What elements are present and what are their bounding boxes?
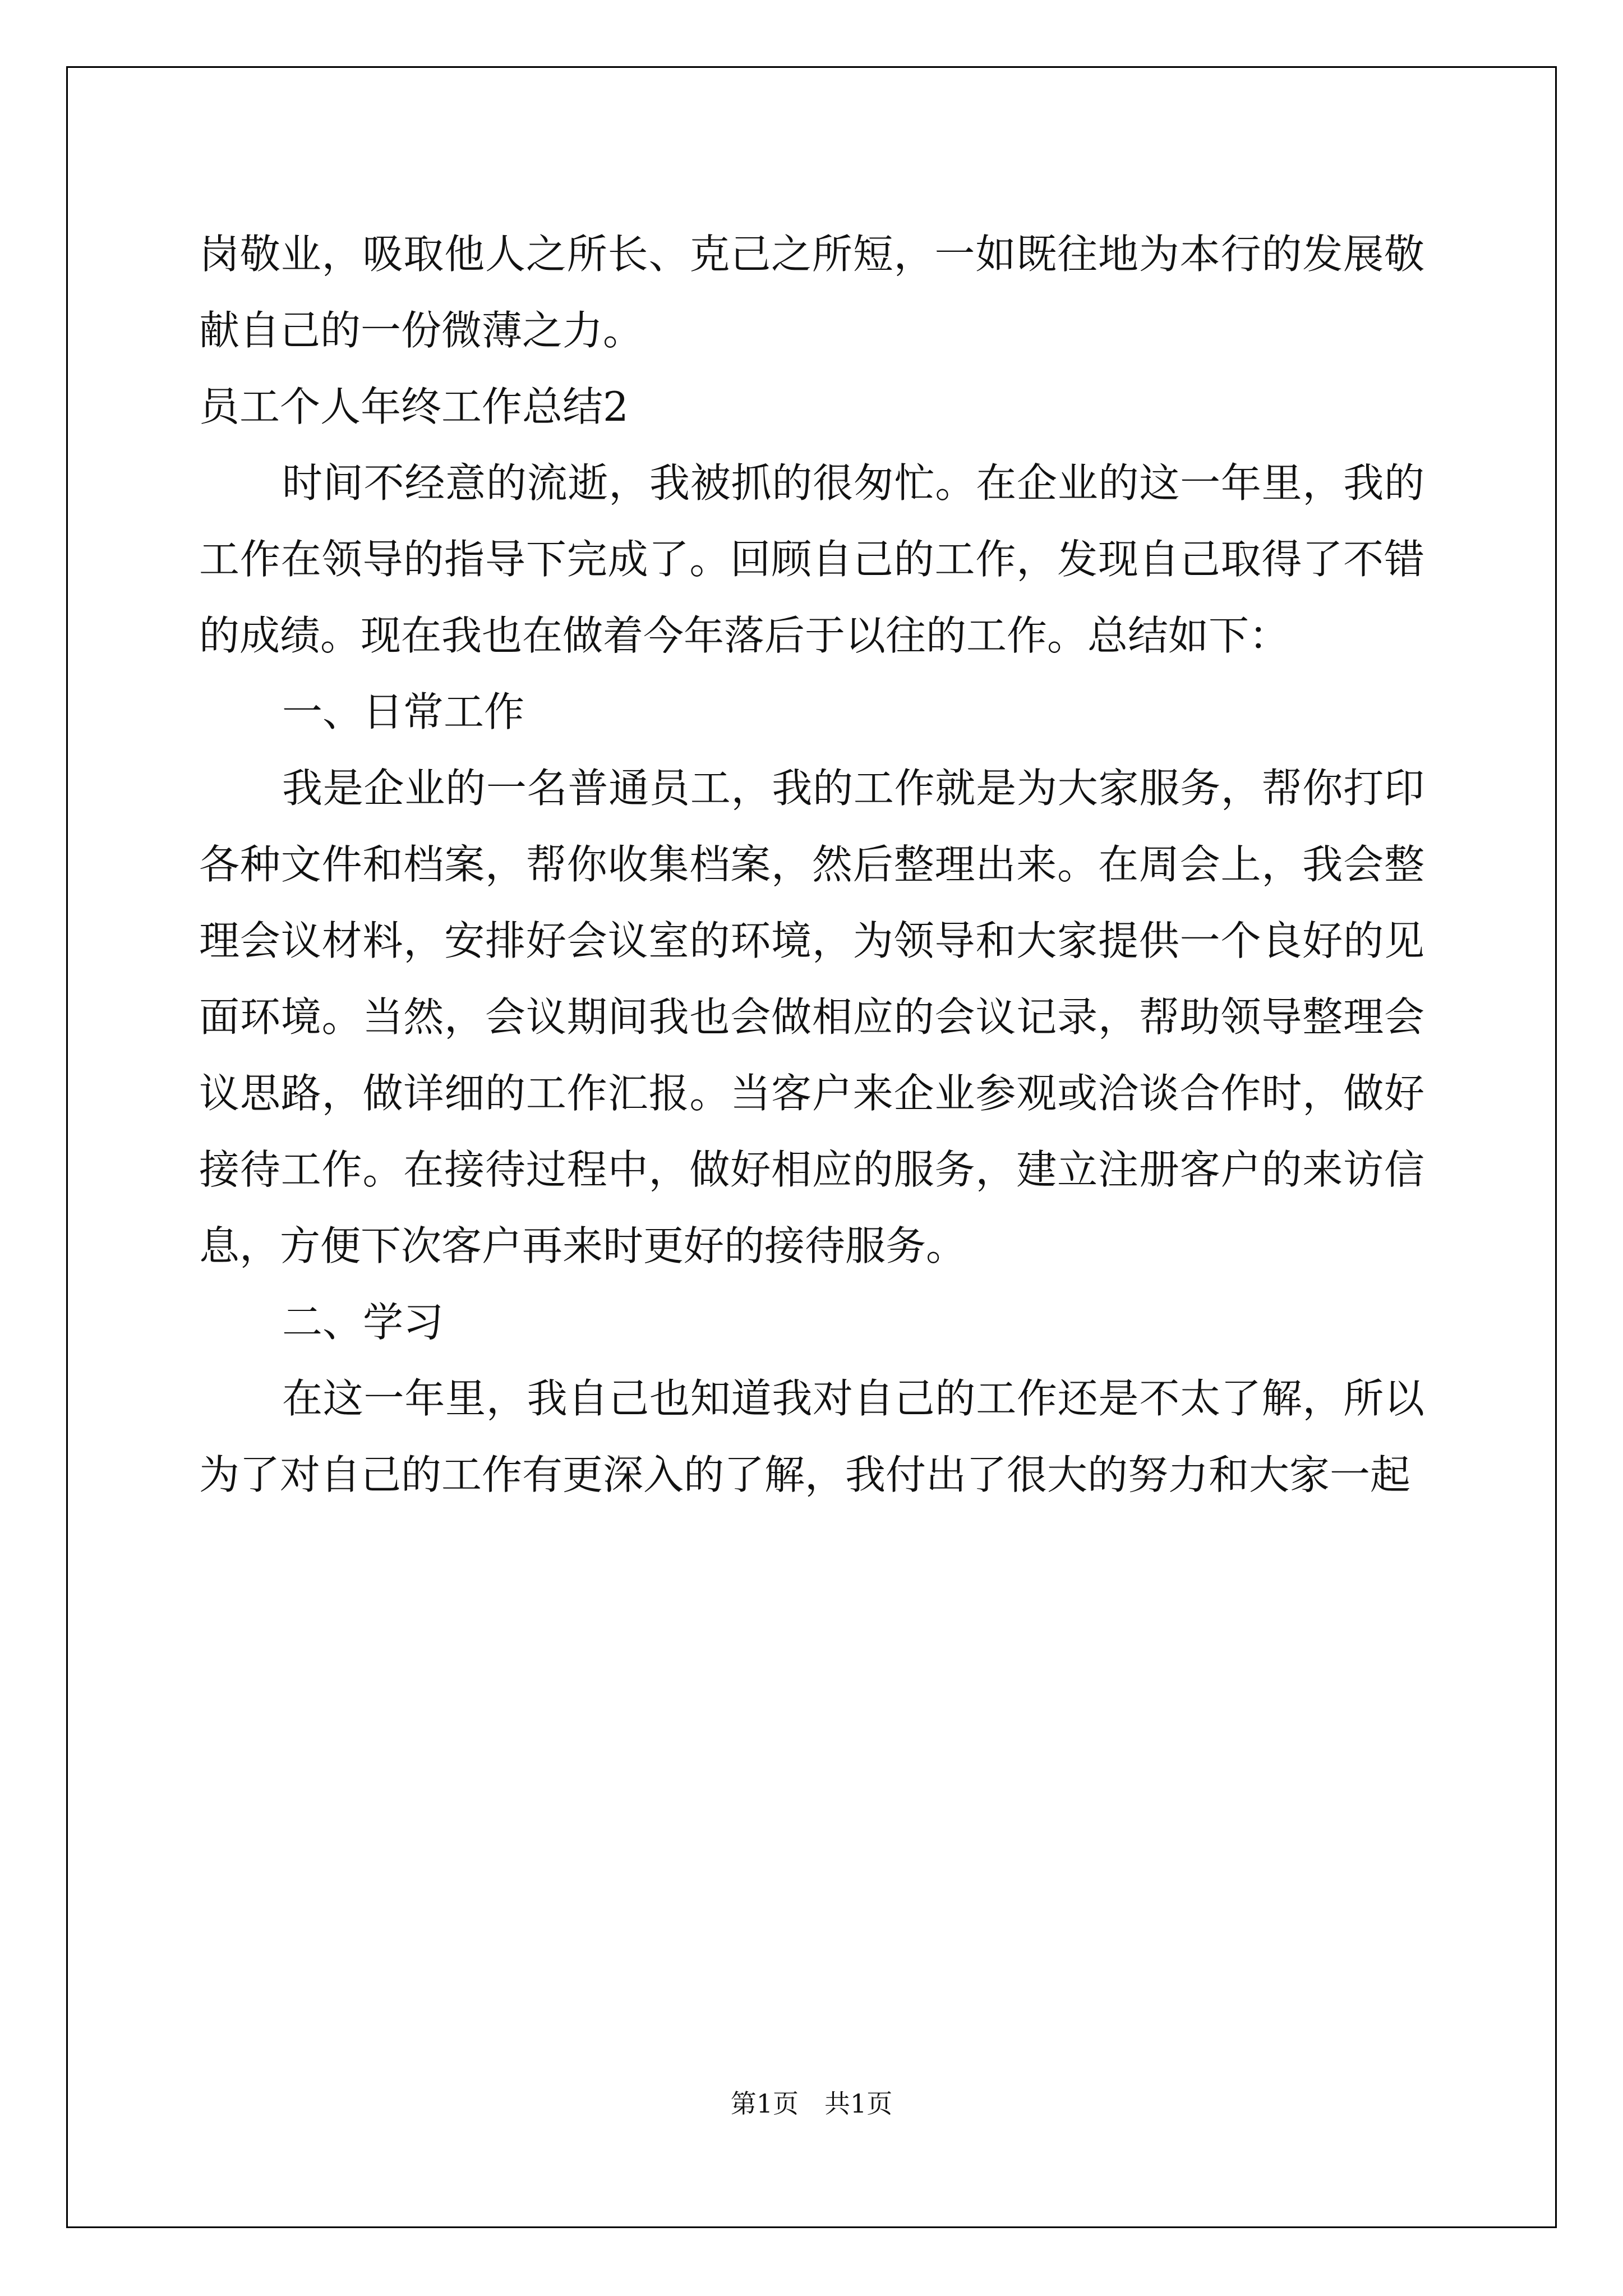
document-body xyxy=(199,216,1424,1513)
page-number-footer: 第1页 共1页 xyxy=(730,2088,893,2119)
paragraph-continuation: 岗敬业，吸取他人之所长、克己之所短，一如既往地为本行的发展敬献自己的一份微薄之力。 xyxy=(199,231,1424,354)
paragraph-daily-work: 我是企业的一名普通员工，我的工作就是为大家服务，帮你打印各种文件和档案，帮你收集档案，然后整理出来。在周会上，我会整理会议材料，安排好会议室的环境，为领导和大家提供一个良好的见面环境。当然，会议期间我也会做相应的会议记录，帮助领导整理会议思路，做详细的工作汇报。当客户来企业参观或洽谈合作时，做好接待工作。在接待过程中，做好相应的服务，建立注册客户的来访信息，方便下次客户再来时更好的接待服务。 xyxy=(199,765,1424,1269)
heading-study: 二、学习 xyxy=(282,1299,444,1346)
paragraph-study: 在这一年里，我自己也知道我对自己的工作还是不太了解，所以为了对自己的工作有更深入的了解，我付出了很大的努力和大家一起 xyxy=(199,1375,1424,1498)
paragraph-intro: 时间不经意的流逝，我被抓的很匆忙。在企业的这一年里，我的工作在领导的指导下完成了。回顾自己的工作，发现自己取得了不错的成绩。现在我也在做着今年落后于以往的工作。总结如下： xyxy=(199,459,1424,659)
section-title: 员工个人年终工作总结2 xyxy=(199,383,629,430)
heading-daily-work: 一、日常工作 xyxy=(282,688,525,735)
